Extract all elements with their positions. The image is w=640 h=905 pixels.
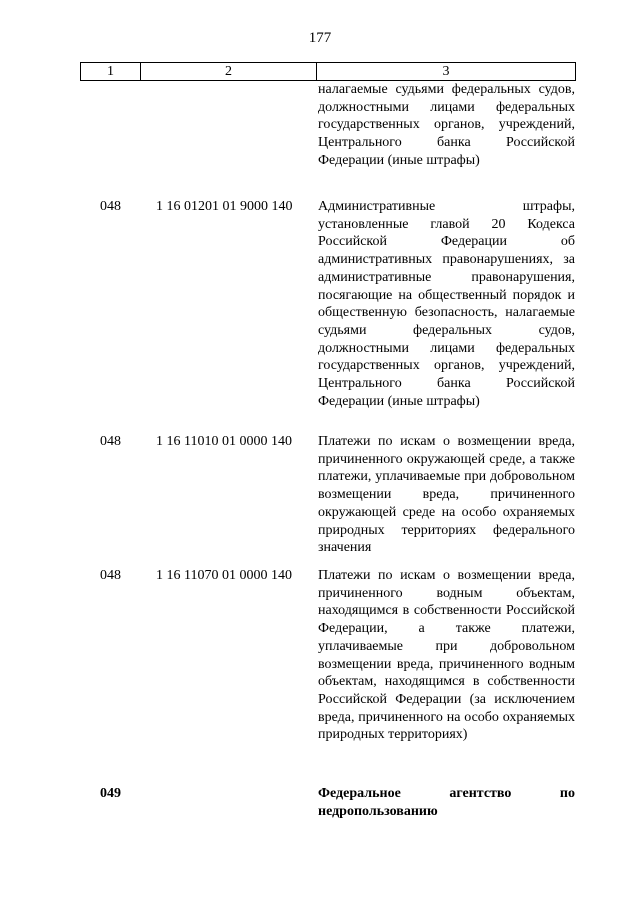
admin-code: 049 (100, 786, 121, 801)
header-col-1: 1 (81, 63, 141, 80)
agency-name: Федеральное агентство по недропользованию (318, 786, 575, 819)
revenue-name: Административные штрафы, установленные главой 20 Кодекса Российской Федерации об административных правонарушениях, за административные правонарушения, посягающие на общественный порядок и общественную безопасность, налагаемые судьями федеральных судов, должностными лицами федеральных государственных органов, учреждений, Центрального банка Российской Федерации (иные штрафы) (318, 199, 575, 409)
revenue-name: налагаемые судьями федеральных судов, должностными лицами федеральных государственных органов, учреждений, Центрального банка Российской Федерации (иные штрафы) (318, 82, 575, 168)
header-col-2: 2 (141, 63, 317, 80)
admin-code: 048 (100, 434, 121, 449)
page-number: 177 (308, 30, 332, 46)
revenue-code: 1 16 01201 01 9000 140 (156, 199, 293, 214)
revenue-name: Платежи по искам о возмещении вреда, причиненного окружающей среде, а также платежи, уплачиваемые при добровольном возмещении вреда, причиненного окружающей среде на особо охраняемых природных территориях федерального значения (318, 434, 575, 556)
admin-code: 048 (100, 568, 121, 583)
revenue-code: 1 16 11070 01 0000 140 (156, 568, 292, 583)
header-col-3: 3 (442, 63, 450, 79)
table-header (80, 62, 576, 81)
admin-code: 048 (100, 199, 121, 214)
revenue-name: Платежи по искам о возмещении вреда, причиненного водным объектам, находящимся в собственности Российской Федерации, а также платежи, уплачиваемые при добровольном возмещении вреда, причиненного водным объектам, находящимся в собственности Российской Федерации (за исключением вреда, причиненного на особо охраняемых природных территориях) (318, 568, 575, 743)
revenue-code: 1 16 11010 01 0000 140 (156, 434, 292, 449)
